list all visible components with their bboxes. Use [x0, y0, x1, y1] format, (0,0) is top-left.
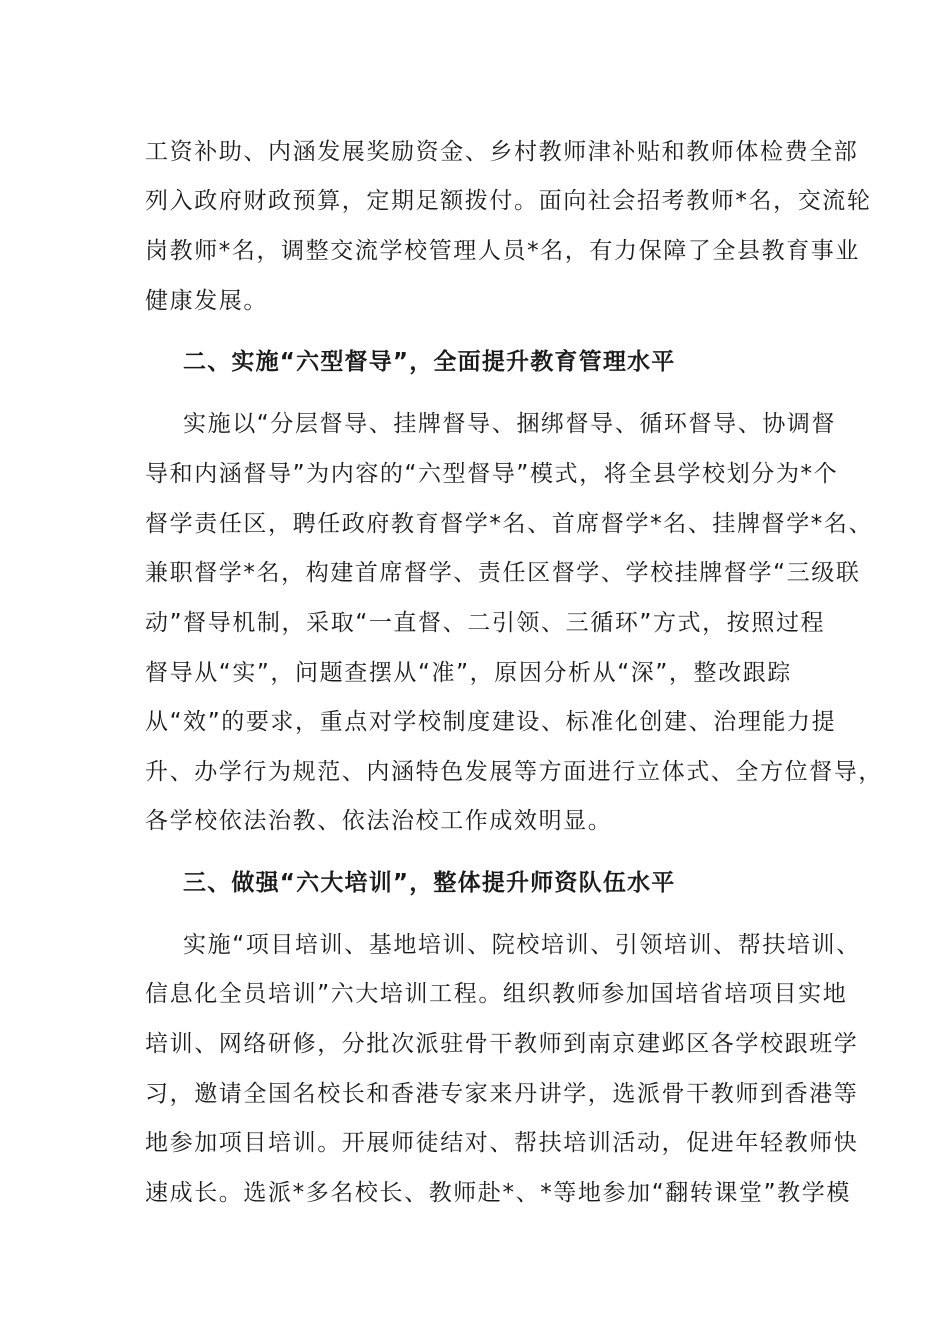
paragraph-line: 从“效”的要求，重点对学校制度建设、标准化创建、治理能力提 — [145, 709, 837, 735]
paragraph-line: 工资补助、内涵发展奖励资金、乡村教师津补贴和教师体检费全部 — [145, 139, 859, 165]
paragraph-line: 实施以“分层督导、挂牌督导、捆绑督导、循环督导、协调督 — [183, 411, 837, 437]
paragraph-line: 督学责任区，聘任政府教育督学*名、首席督学*名、挂牌督学*名、 — [145, 511, 874, 537]
paragraph-line: 地参加项目培训。开展师徒结对、帮扶培训活动，促进年轻教师快 — [145, 1130, 859, 1156]
paragraph-line: 督导从“实”，问题查摆从“准”，原因分析从“深”，整改跟踪 — [145, 660, 792, 686]
paragraph-line: 动”督导机制，采取“一直督、二引领、三循环”方式，按照过程 — [145, 610, 826, 636]
paragraph-line: 习，邀请全国名校长和香港专家来丹讲学，选派骨干教师到香港等 — [145, 1081, 859, 1107]
paragraph-line: 升、办学行为规范、内涵特色发展等方面进行立体式、全方位督导， — [145, 759, 883, 785]
paragraph-line: 实施“项目培训、基地培训、院校培训、引领培训、帮扶培训、 — [183, 932, 861, 958]
section-heading: 二、实施“六型督导”，全面提升教育管理水平 — [183, 349, 676, 375]
paragraph-line: 信息化全员培训”六大培训工程。组织教师参加国培省培项目实地 — [145, 981, 848, 1007]
paragraph-line: 各学校依法治教、依法治校工作成效明显。 — [145, 808, 613, 834]
paragraph-line: 列入政府财政预算，定期足额拨付。面向社会招考教师*名，交流轮 — [145, 188, 872, 214]
paragraph-line: 导和内涵督导”为内容的“六型督导”模式，将全县学校划分为*个 — [145, 461, 839, 487]
section-heading: 三、做强“六大培训”，整体提升师资队伍水平 — [183, 870, 676, 896]
paragraph-line: 兼职督学*名，构建首席督学、责任区督学、学校挂牌督学“三级联 — [145, 560, 861, 586]
paragraph-line: 岗教师*名，调整交流学校管理人员*名，有力保障了全县教育事业 — [145, 238, 860, 264]
paragraph-line: 培训、网络研修，分批次派驻骨干教师到南京建邺区各学校跟班学 — [145, 1031, 859, 1057]
paragraph-line: 速成长。选派*多名校长、教师赴*、*等地参加“翻转课堂”教学模 — [145, 1180, 851, 1206]
paragraph-line: 健康发展。 — [145, 288, 268, 314]
